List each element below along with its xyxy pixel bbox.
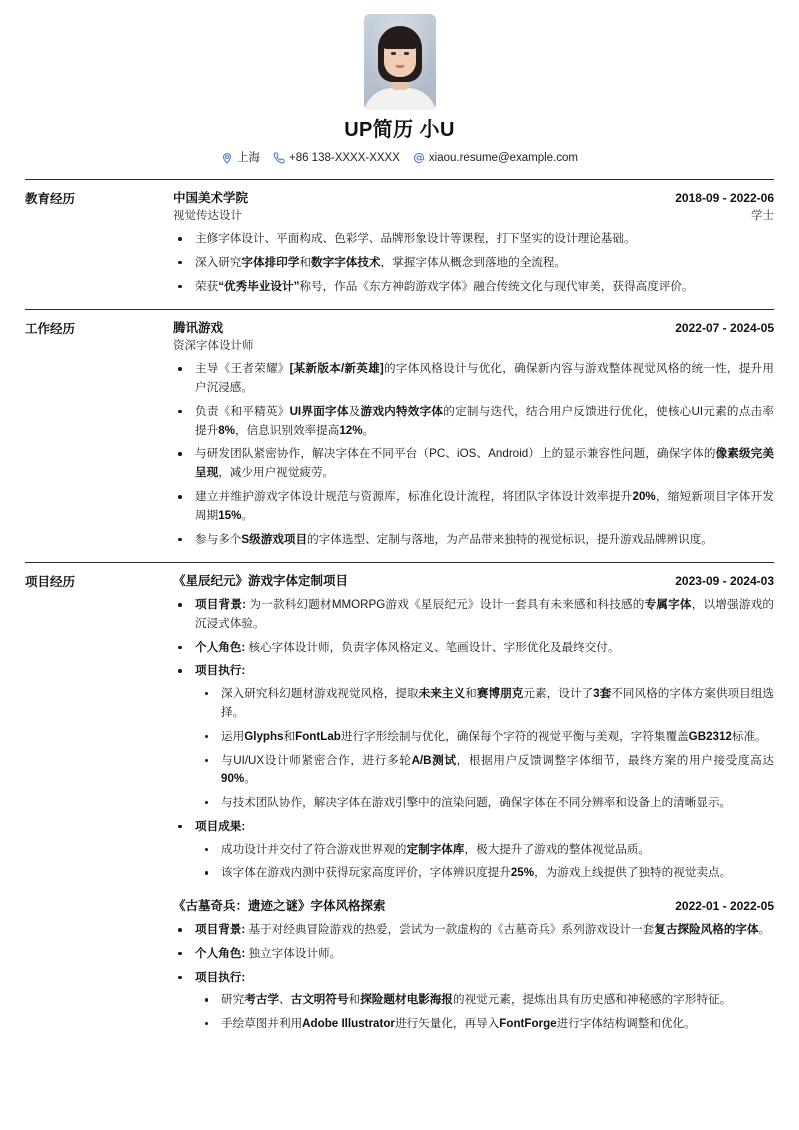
bullet-text: 个人角色: 独立字体设计师。: [195, 946, 342, 960]
resume-section: [25, 179, 774, 309]
entry-subheader-row: [173, 338, 774, 355]
bullet-item: [173, 818, 774, 883]
entry-title: 中国美术学院: [173, 190, 249, 205]
entry-header-row: [173, 572, 774, 591]
bullet-item: [173, 945, 774, 964]
entry-date: 2022-01 - 2022-05: [675, 899, 774, 914]
entry-title: 《古墓奇兵：遗迹之谜》字体风格探索: [173, 899, 386, 914]
bullet-item: [173, 969, 774, 1034]
entry-subtitle-right: 学士: [751, 209, 774, 222]
sub-bullet-item: [195, 728, 774, 747]
resume-section: [25, 309, 774, 562]
bullet-list: [173, 921, 774, 1034]
phone-icon: [273, 152, 285, 164]
bullet-text: 深入研究科幻题材游戏视觉风格，提取未来主义和赛博朋克元素，设计了3套不同风格的字体方案供项目组选择。: [221, 687, 774, 719]
bullet-item: [173, 596, 774, 634]
entry-subtitle: 视觉传达设计: [173, 209, 242, 222]
contact-location-text: 上海: [236, 152, 260, 164]
contact-email: [413, 151, 578, 166]
entry-title: 腾讯游戏: [173, 321, 224, 336]
bullet-text: 与研发团队紧密协作，解决字体在不同平台（PC、iOS、Android）上的显示兼容性问题，确保字体的像素级完美呈现，减少用户视觉疲劳。: [195, 447, 774, 480]
bullet-text: 成功设计并交付了符合游戏世界观的定制字体库，极大提升了游戏的整体视觉品质。: [221, 842, 651, 856]
bullet-text: 荣获“优秀毕业设计”称号，作品《东方神韵游戏字体》融合传统文化与现代审美，获得高度评价。: [195, 279, 694, 293]
bullet-text: 主修字体设计、平面构成、色彩学、品牌形象设计等课程，打下坚实的设计理论基础。: [195, 231, 636, 245]
section-label: 教育经历: [25, 191, 76, 206]
bullet-text: 项目执行:: [195, 664, 246, 678]
entry-header-row: [173, 189, 774, 208]
sub-bullet-item: [195, 685, 774, 723]
bullet-text: 该字体在游戏内测中获得玩家高度评价，字体辨识度提升25%，为游戏上线提供了独特的视觉卖点。: [221, 866, 732, 880]
bullet-text: 项目成果:: [195, 819, 246, 833]
sub-bullet-item: [195, 864, 774, 883]
section-body: [173, 189, 774, 301]
resume-entry: [173, 189, 774, 296]
bullet-list: [173, 230, 774, 296]
resume-section: [25, 562, 774, 1047]
sub-bullet-list: [195, 685, 774, 813]
bullet-text: 项目执行:: [195, 970, 246, 984]
email-at-icon: [413, 152, 425, 164]
bullet-text: 个人角色: 核心字体设计师，负责字体风格定义、笔画设计、字形优化及最终交付。: [195, 640, 620, 654]
resume-header: [25, 14, 774, 166]
photo-wrapper: [25, 14, 774, 110]
candidate-name: UP简历 小U: [344, 119, 455, 141]
bullet-item: [173, 488, 774, 526]
contact-phone: [273, 151, 400, 166]
contact-phone-text: +86 138-XXXX-XXXX: [288, 152, 400, 164]
section-label: 项目经历: [25, 575, 76, 590]
bullet-item: [173, 230, 774, 249]
sub-bullet-item: [195, 794, 774, 813]
section-label: 工作经历: [25, 322, 76, 337]
resume-entry: [173, 319, 774, 549]
entry-title: 《星辰纪元》游戏字体定制项目: [173, 574, 349, 589]
bullet-item: [173, 639, 774, 658]
entry-date: 2022-07 - 2024-05: [675, 321, 774, 336]
entry-date: 2023-09 - 2024-03: [675, 574, 774, 589]
contact-line: [25, 151, 774, 166]
bullet-list: [173, 596, 774, 883]
bullet-item: [173, 360, 774, 398]
resume-entry: [173, 572, 774, 883]
sub-bullet-item: [195, 841, 774, 860]
entry-subtitle: 资深字体设计师: [173, 340, 254, 353]
bullet-list: [173, 360, 774, 549]
contact-location: [221, 151, 260, 166]
bullet-text: 运用Glyphs和FontLab进行字形绘制与优化，确保每个字符的视觉平衡与美观，字符集覆盖GB2312标准。: [221, 729, 767, 743]
bullet-item: [173, 254, 774, 273]
bullet-text: 建立并维护游戏字体设计规范与资源库，标准化设计流程，将团队字体设计效率提升20%，缩短新项目字体开发周期15%。: [195, 489, 774, 522]
bullet-item: [173, 278, 774, 297]
bullet-text: 主导《王者荣耀》[某新版本/新英雄]的字体风格设计与优化，确保新内容与游戏整体视觉风格的统一性，提升用户沉浸感。: [195, 362, 774, 395]
bullet-item: [173, 662, 774, 812]
location-pin-icon: [221, 152, 233, 164]
photo-eye-right: [404, 52, 409, 55]
entry-header-row: [173, 319, 774, 338]
resume-sections: [25, 179, 774, 1047]
bullet-text: 负责《和平精英》UI界面字体及游戏内特效字体的定制与迭代，结合用户反馈进行优化，使核心UI元素的点击率提升8%，信息识别效率提高12%。: [195, 404, 774, 437]
bullet-text: 与UI/UX设计师紧密合作，进行多轮A/B测试，根据用户反馈调整字体细节，最终方案的用户接受度高达90%。: [221, 753, 775, 786]
photo-hair-front: [381, 29, 419, 49]
bullet-item: [173, 921, 774, 940]
bullet-text: 与技术团队协作，解决字体在游戏引擎中的渲染问题，确保字体在不同分辨率和设备上的清晰显示。: [221, 796, 732, 810]
bullet-item: [173, 531, 774, 550]
sub-bullet-item: [195, 752, 774, 790]
bullet-text: 项目背景: 基于对经典冒险游戏的热爱，尝试为一款虚构的《古墓奇兵》系列游戏设计一套复古探险风格的字体。: [195, 922, 771, 936]
section-body: [173, 572, 774, 1039]
bullet-item: [173, 445, 774, 483]
sub-bullet-item: [195, 991, 774, 1010]
bullet-item: [173, 403, 774, 441]
entry-header-row: [173, 897, 774, 916]
bullet-text: 手绘草图并利用Adobe Illustrator进行矢量化，再导入FontForge进行字体结构调整和优化。: [221, 1017, 696, 1031]
sub-bullet-item: [195, 1015, 774, 1034]
bullet-text: 深入研究字体排印学和数字字体技术，掌握字体从概念到落地的全流程。: [195, 255, 567, 269]
entry-date: 2018-09 - 2022-06: [675, 190, 774, 205]
resume-entry: [173, 897, 774, 1034]
contact-email-text: xiaou.resume@example.com: [428, 152, 579, 164]
photo-eye-left: [391, 52, 396, 55]
profile-photo: [364, 14, 436, 110]
bullet-text: 项目背景: 为一款科幻题材MMORPG游戏《星辰纪元》设计一套具有未来感和科技感的专属字体，以增强游戏的沉浸式体验。: [195, 598, 774, 630]
bullet-text: 参与多个S级游戏项目的字体选型、定制与落地，为产品带来独特的视觉标识，提升游戏品牌辨识度。: [195, 532, 713, 546]
sub-bullet-list: [195, 991, 774, 1034]
bullet-text: 研究考古学、古文明符号和探险题材电影海报的视觉元素，提炼出具有历史感和神秘感的字形特征。: [221, 993, 732, 1007]
section-body: [173, 319, 774, 554]
sub-bullet-list: [195, 841, 774, 884]
entry-subheader-row: [173, 208, 774, 225]
